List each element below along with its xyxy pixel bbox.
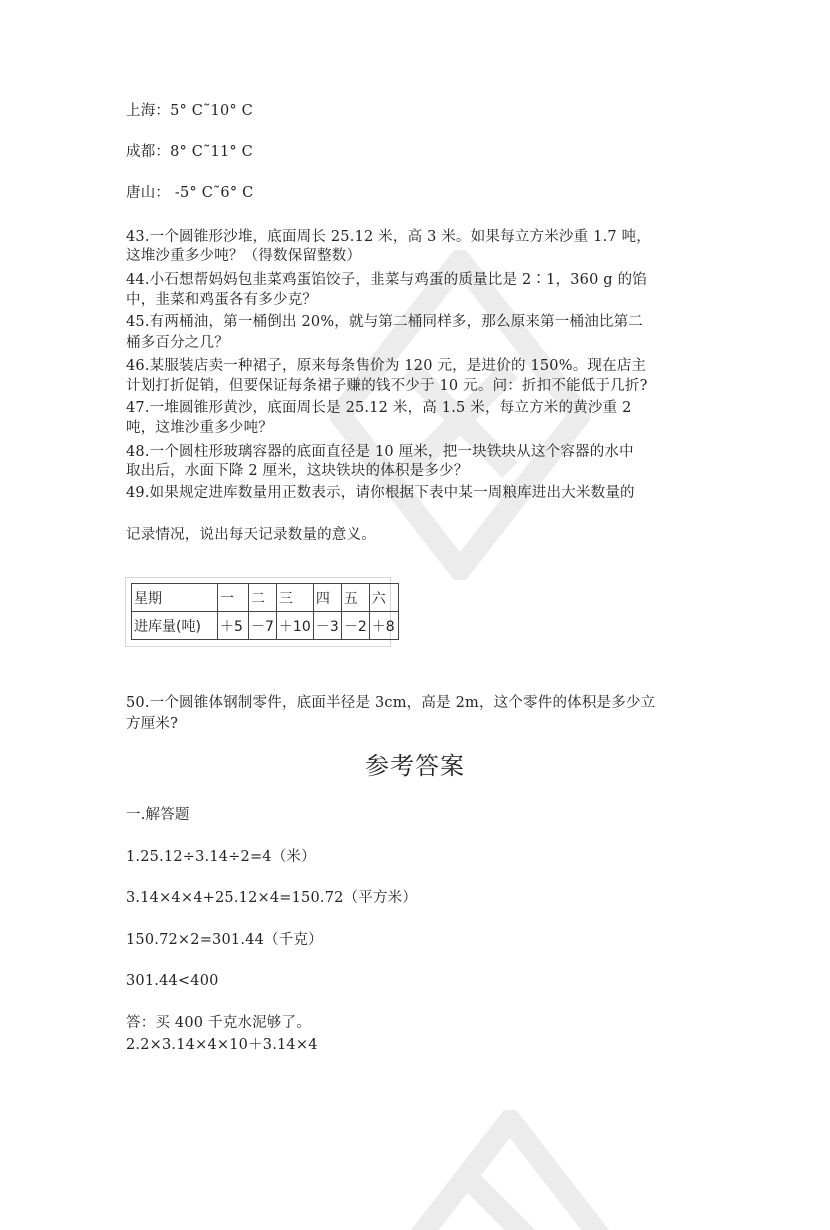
table-row-stock — [132, 612, 399, 640]
table-cell-day: 一 — [218, 584, 249, 612]
question-43-line-1: 43.一个圆锥形沙堆，底面周长 25.12 米，高 3 米。如果每立方米沙重 1.7 吨， — [126, 229, 652, 245]
answer-line: 301.44<400 — [126, 973, 219, 989]
question-48-line-1: 48.一个圆柱形玻璃容器的底面直径是 10 厘米，把一块铁块从这个容器的水中 — [126, 444, 634, 460]
question-49-line-2: 记录情况，说出每天记录数量的意义。 — [126, 527, 376, 543]
table-cell-day: 三 — [276, 584, 313, 612]
question-50-line-2: 方厘米? — [126, 716, 179, 732]
table-row-days — [132, 584, 399, 612]
question-45-line-1: 45.有两桶油，第一桶倒出 20%，就与第二桶同样多，那么原来第一桶油比第二 — [126, 314, 643, 330]
answer-line: 1.25.12÷3.14÷2=4（米） — [126, 849, 316, 865]
table-cell-day: 二 — [249, 584, 277, 612]
temperature-chengdu: 成都：8° C˜11° C — [126, 144, 253, 160]
table-cell-day: 四 — [313, 584, 341, 612]
answers-heading: 参考答案 — [365, 752, 465, 780]
question-47-line-1: 47.一堆圆锥形黄沙，底面周长是 25.12 米，高 1.5 米，每立方米的黄沙重 2 — [126, 400, 632, 416]
table-header-stock-amount: 进库量(吨) — [132, 612, 218, 640]
watermark-icon — [380, 1110, 640, 1230]
answers-section-title: 一.解答题 — [126, 807, 190, 823]
question-46-line-1: 46.某服装店卖一种裙子，原来每条售价为 120 元，是进价的 150%。现在店主 — [126, 358, 647, 374]
temperature-tangshan: 唐山： -5° C˜6° C — [126, 185, 254, 201]
question-46-line-2: 计划打折促销，但要保证每条裙子赚的钱不少于 10 元。问：折扣不能低于几折? — [126, 378, 648, 394]
table-cell-day: 五 — [341, 584, 369, 612]
question-45-line-2: 桶多百分之几？ — [126, 335, 229, 351]
table-cell-value: ＋10 — [276, 612, 313, 640]
table-cell-value: －7 — [249, 612, 277, 640]
stock-table — [131, 583, 399, 640]
answer-line: 2.2×3.14×4×10＋3.14×4 — [126, 1037, 318, 1053]
question-43-line-2: 这堆沙重多少吨？（得数保留整数） — [126, 248, 362, 264]
temperature-shanghai: 上海：5° C˜10° C — [126, 103, 253, 119]
question-44-line-1: 44.小石想帮妈妈包韭菜鸡蛋馅饺子，韭菜与鸡蛋的质量比是 2∶1，360 g 的馅 — [126, 272, 647, 288]
table-cell-value: －3 — [313, 612, 341, 640]
question-47-line-2: 吨，这堆沙重多少吨？ — [126, 420, 273, 436]
answer-line: 3.14×4×4+25.12×4=150.72（平方米） — [126, 890, 418, 906]
table-header-weekday: 星期 — [132, 584, 218, 612]
answer-line: 150.72×2=301.44（千克） — [126, 932, 323, 948]
question-44-line-2: 中，韭菜和鸡蛋各有多少克？ — [126, 292, 318, 308]
table-cell-day: 六 — [369, 584, 398, 612]
question-50-line-1: 50.一个圆锥体钢制零件，底面半径是 3cm，高是 2m，这个零件的体积是多少立 — [126, 695, 656, 711]
table-cell-value: －2 — [341, 612, 369, 640]
table-cell-value: ＋5 — [218, 612, 249, 640]
question-49-line-1: 49.如果规定进库数量用正数表示，请你根据下表中某一周粮库进出大米数量的 — [126, 485, 635, 501]
question-48-line-2: 取出后，水面下降 2 厘米，这块铁块的体积是多少？ — [126, 463, 469, 479]
table-cell-value: ＋8 — [369, 612, 398, 640]
answer-line: 答：买 400 千克水泥够了。 — [126, 1015, 311, 1031]
